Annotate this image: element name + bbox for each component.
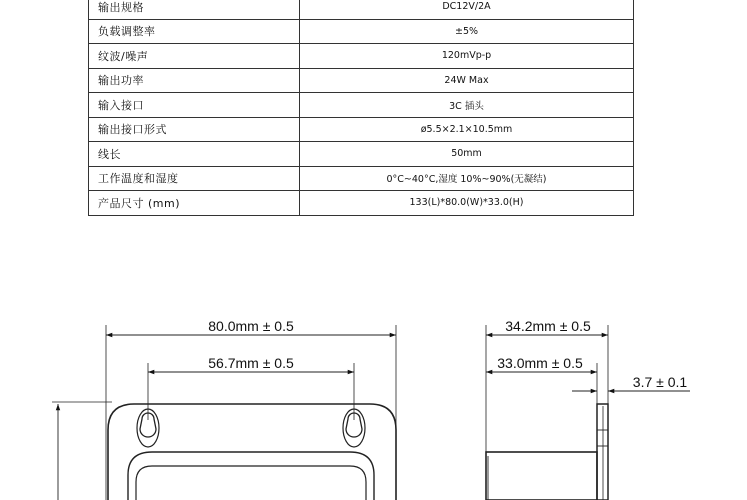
front-inner-outline: [136, 466, 366, 500]
spec-label: 负载调整率: [89, 19, 300, 44]
body-depth-dimension-label: 33.0mm ± 0.5: [497, 355, 583, 371]
spec-value: 0°C~40°C,湿度 10%~90%(无凝结): [300, 166, 634, 191]
width-dimension-label: 80.0mm ± 0.5: [208, 318, 294, 334]
spec-value: 133(L)*80.0(W)*33.0(H): [300, 191, 634, 216]
spec-value: ±5%: [300, 19, 634, 44]
spec-value: 50mm: [300, 142, 634, 167]
spec-label: 输出功率: [89, 68, 300, 93]
hole-spacing-dimension-label: 56.7mm ± 0.5: [208, 355, 294, 371]
spec-value: ø5.5×2.1×10.5mm: [300, 117, 634, 142]
side-body-outline: [486, 452, 597, 500]
spec-value: 120mVp-p: [300, 44, 634, 69]
spec-label: 工作温度和湿度: [89, 166, 300, 191]
spec-value: 3C 插头: [300, 93, 634, 118]
spec-label: 输出接口形式: [89, 117, 300, 142]
overall-depth-dimension-label: 34.2mm ± 0.5: [505, 318, 591, 334]
spec-value: DC12V/2A: [300, 0, 634, 19]
spec-label: 线长: [89, 142, 300, 167]
side-flange: [597, 404, 608, 500]
spec-label: 输出规格: [89, 0, 300, 19]
spec-label: 输入接口: [89, 93, 300, 118]
front-inner-outline: [128, 452, 374, 500]
flange-dimension-label: 3.7 ± 0.1: [632, 374, 688, 390]
spec-label: 纹波/噪声: [89, 44, 300, 69]
side-view: [486, 325, 690, 500]
spec-value: 24W Max: [300, 68, 634, 93]
spec-label: 产品尺寸 (mm): [89, 191, 300, 216]
front-view: [52, 325, 396, 500]
